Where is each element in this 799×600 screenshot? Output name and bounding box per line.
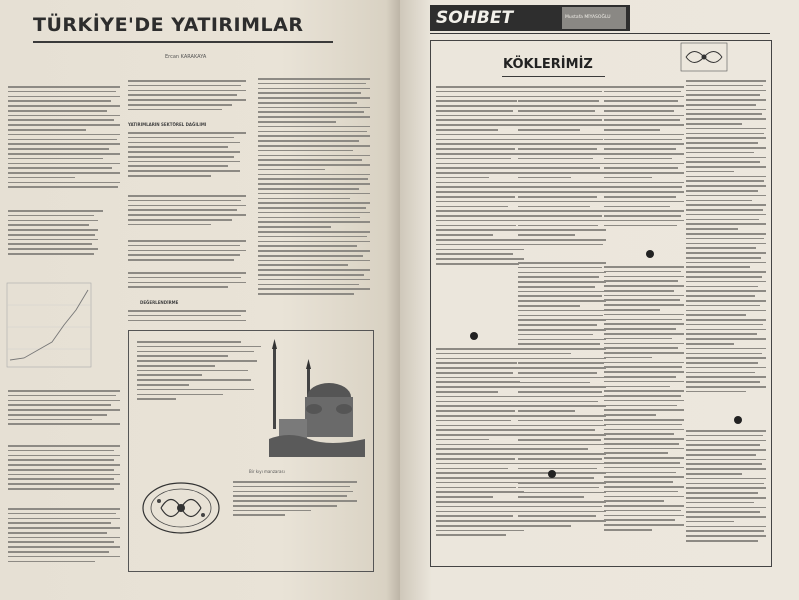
left-column-1-lower bbox=[8, 390, 120, 440]
article-title-kokler: KÖKLERİMİZ bbox=[503, 57, 593, 72]
right-column-3 bbox=[604, 86, 684, 236]
box-label: Bir kıyı manzarası bbox=[249, 469, 285, 474]
left-column-3 bbox=[258, 78, 370, 318]
section-header-banner bbox=[430, 5, 630, 31]
left-table-2 bbox=[8, 445, 120, 505]
right-column-2-lower bbox=[518, 262, 606, 552]
ornament-rosette bbox=[141, 481, 221, 536]
bullet-dot bbox=[646, 250, 654, 258]
mosque-illustration bbox=[269, 339, 367, 459]
right-column-1-lower bbox=[436, 348, 524, 558]
box-text-top bbox=[137, 341, 267, 441]
right-newspaper-page bbox=[400, 0, 799, 600]
right-column-1 bbox=[436, 86, 524, 286]
bullet-dot bbox=[734, 416, 742, 424]
left-column-2-bottom bbox=[128, 310, 246, 330]
left-table-4 bbox=[128, 240, 246, 270]
article-title: TÜRKİYE'DE YATIRIMLAR bbox=[33, 14, 304, 36]
subheading-sectoral: YATIRIMLARIN SEKTÖREL DAĞILIMI bbox=[128, 122, 207, 127]
right-column-3-lower bbox=[604, 266, 684, 552]
author-name: Mustafa MİYASOĞLU bbox=[565, 15, 611, 20]
right-column-2 bbox=[518, 86, 606, 256]
right-column-4-lower bbox=[686, 430, 766, 552]
left-column-1 bbox=[8, 86, 120, 206]
bullet-dot bbox=[548, 470, 556, 478]
left-table-3 bbox=[128, 132, 246, 192]
section-title: SOHBET bbox=[436, 8, 514, 28]
title-underline bbox=[33, 41, 333, 43]
left-column-2-lower bbox=[128, 272, 246, 300]
right-column-4 bbox=[686, 80, 766, 410]
left-column-2-mid bbox=[128, 195, 246, 237]
header-top-rule bbox=[430, 33, 770, 34]
subheading-evaluation: DEĞERLENDİRME bbox=[140, 300, 179, 305]
left-column-1-bottom bbox=[8, 508, 120, 583]
illustration-box bbox=[128, 330, 374, 572]
author-tag bbox=[562, 7, 626, 29]
bullet-dot bbox=[470, 332, 478, 340]
article-byline: Ercan KARAKAYA bbox=[165, 54, 207, 60]
box-text-bottom bbox=[233, 481, 363, 561]
left-column-2 bbox=[128, 80, 246, 120]
left-table-1 bbox=[8, 210, 103, 265]
line-graph bbox=[4, 280, 94, 370]
